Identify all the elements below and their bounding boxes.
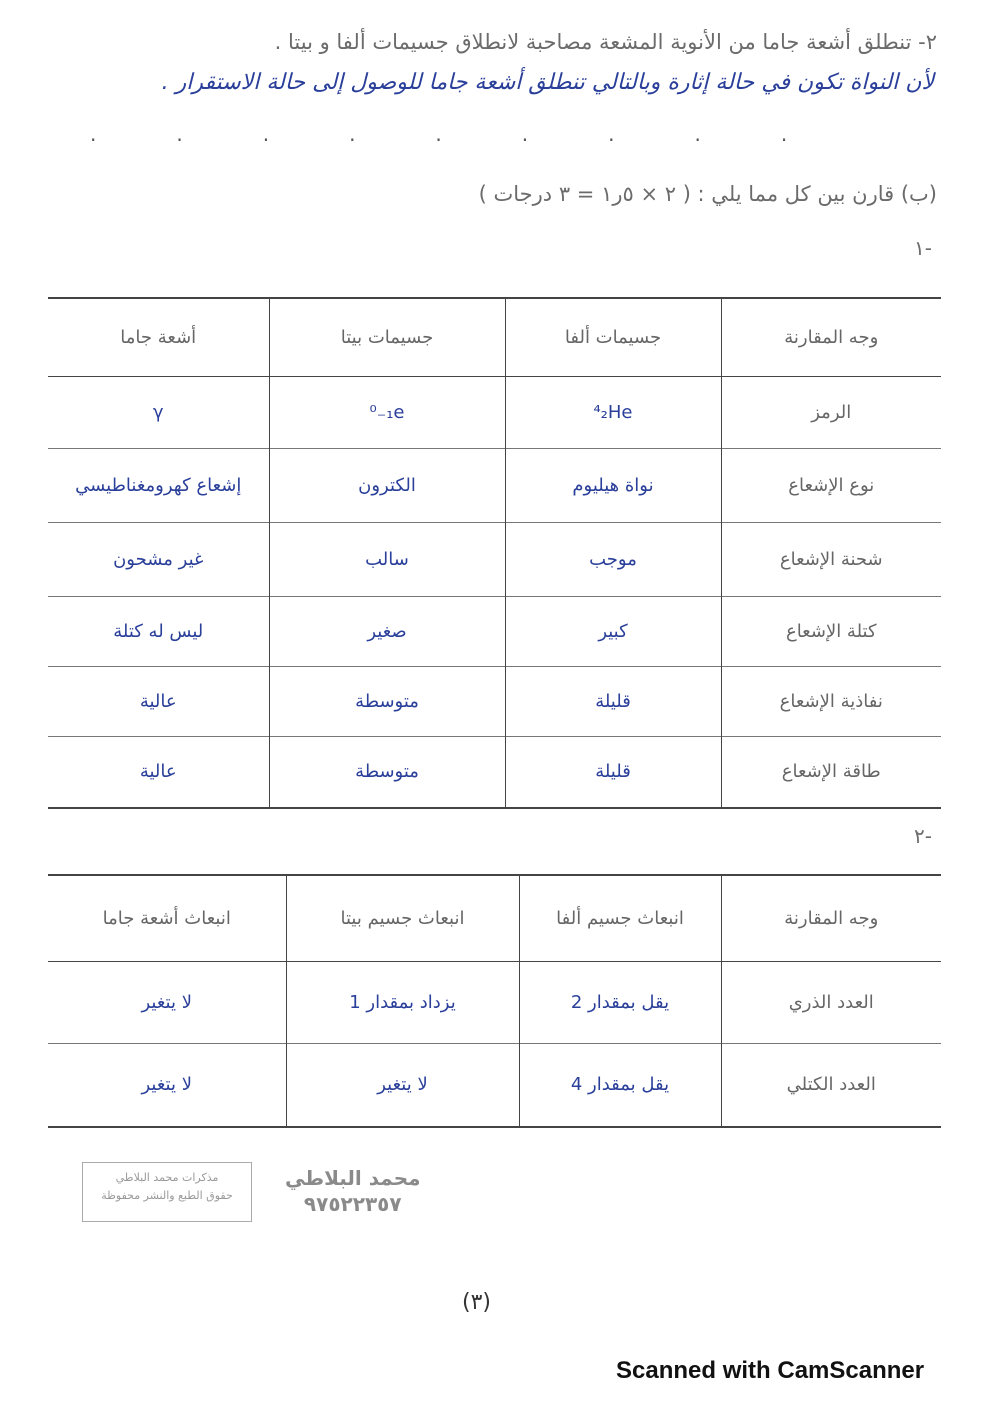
t1-row-label: نفاذية الإشعاع	[721, 666, 941, 736]
t1-cell: صغير	[269, 596, 505, 666]
t1-header-beta: جسيمات بيتا	[269, 298, 505, 376]
t2-header-aspect: وجه المقارنة	[721, 875, 941, 961]
t1-cell: نواة هيليوم	[505, 448, 721, 522]
t1-cell: سالب	[269, 522, 505, 596]
question-b: (ب) قارن بين كل مما يلي : ( ٢ × ٥ر١ = ٣ درجات )	[478, 182, 937, 206]
table-row	[48, 376, 941, 448]
t1-cell: قليلة	[505, 666, 721, 736]
t1-cell: عالية	[48, 736, 269, 808]
part-1-label: -١	[914, 236, 932, 260]
t1-cell: γ	[48, 376, 269, 448]
t1-cell: عالية	[48, 666, 269, 736]
table-row	[48, 448, 941, 522]
signature-phone: ٩٧٥٢٢٣٥٧	[303, 1192, 402, 1216]
t1-cell: قليلة	[505, 736, 721, 808]
t2-cell: يزداد بمقدار 1	[286, 961, 519, 1043]
t1-header-alpha: جسيمات ألفا	[505, 298, 721, 376]
t1-row-label: الرمز	[721, 376, 941, 448]
t2-row-label: العدد الذري	[721, 961, 941, 1043]
camscanner-watermark: Scanned with CamScanner	[616, 1357, 925, 1384]
t2-cell: لا يتغير	[48, 961, 286, 1043]
stamp-line-1: مذكرات محمد البلاطي	[115, 1171, 219, 1184]
t1-row-label: طاقة الإشعاع	[721, 736, 941, 808]
t1-cell: موجب	[505, 522, 721, 596]
t1-cell: ليس له كتلة	[48, 596, 269, 666]
t1-cell: ⁰₋₁e	[269, 376, 505, 448]
table-row	[48, 736, 941, 808]
t2-cell: يقل بمقدار 4	[519, 1043, 721, 1127]
table-row	[48, 961, 941, 1043]
t1-row-label: نوع الإشعاع	[721, 448, 941, 522]
t2-header-beta: انبعاث جسيم بيتا	[286, 875, 519, 961]
table-row	[48, 666, 941, 736]
t2-cell: لا يتغير	[48, 1043, 286, 1127]
table-row	[48, 522, 941, 596]
dotted-guide: .........	[90, 122, 868, 146]
signature-name: محمد البلاطي	[285, 1166, 421, 1190]
answer-line-2: لأن النواة تكون في حالة إثارة وبالتالي تنطلق أشعة جاما للوصول إلى حالة الاستقرار .	[161, 70, 934, 95]
t1-cell: ⁴₂He	[505, 376, 721, 448]
t1-row-label: كتلة الإشعاع	[721, 596, 941, 666]
t2-header-alpha: انبعاث جسيم ألفا	[519, 875, 721, 961]
part-2-label: -٢	[914, 824, 932, 848]
comparison-table-2	[48, 874, 941, 1128]
comparison-table-1	[48, 297, 941, 809]
t1-cell: الكترون	[269, 448, 505, 522]
t1-row-label: شحنة الإشعاع	[721, 522, 941, 596]
t2-cell: لا يتغير	[286, 1043, 519, 1127]
table-row	[48, 596, 941, 666]
t2-cell: يقل بمقدار 2	[519, 961, 721, 1043]
stamp-line-2: حقوق الطبع والنشر محفوظة	[101, 1189, 233, 1202]
t1-header-gamma: أشعة جاما	[48, 298, 269, 376]
table-row	[48, 1043, 941, 1127]
t2-row-label: العدد الكتلي	[721, 1043, 941, 1127]
answer-line-1: ٢- تنطلق أشعة جاما من الأنوية المشعة مصاحبة لانطلاق جسيمات ألفا و بيتا .	[274, 30, 937, 54]
t1-header-aspect: وجه المقارنة	[721, 298, 941, 376]
t1-cell: متوسطة	[269, 666, 505, 736]
t2-header-gamma: انبعاث أشعة جاما	[48, 875, 286, 961]
page-number: (٣)	[462, 1290, 492, 1315]
t1-cell: غير مشحون	[48, 522, 269, 596]
copyright-stamp	[82, 1162, 252, 1222]
t1-cell: متوسطة	[269, 736, 505, 808]
t1-cell: إشعاع كهرومغناطيسي	[48, 448, 269, 522]
t1-cell: كبير	[505, 596, 721, 666]
author-signature	[285, 1165, 421, 1217]
